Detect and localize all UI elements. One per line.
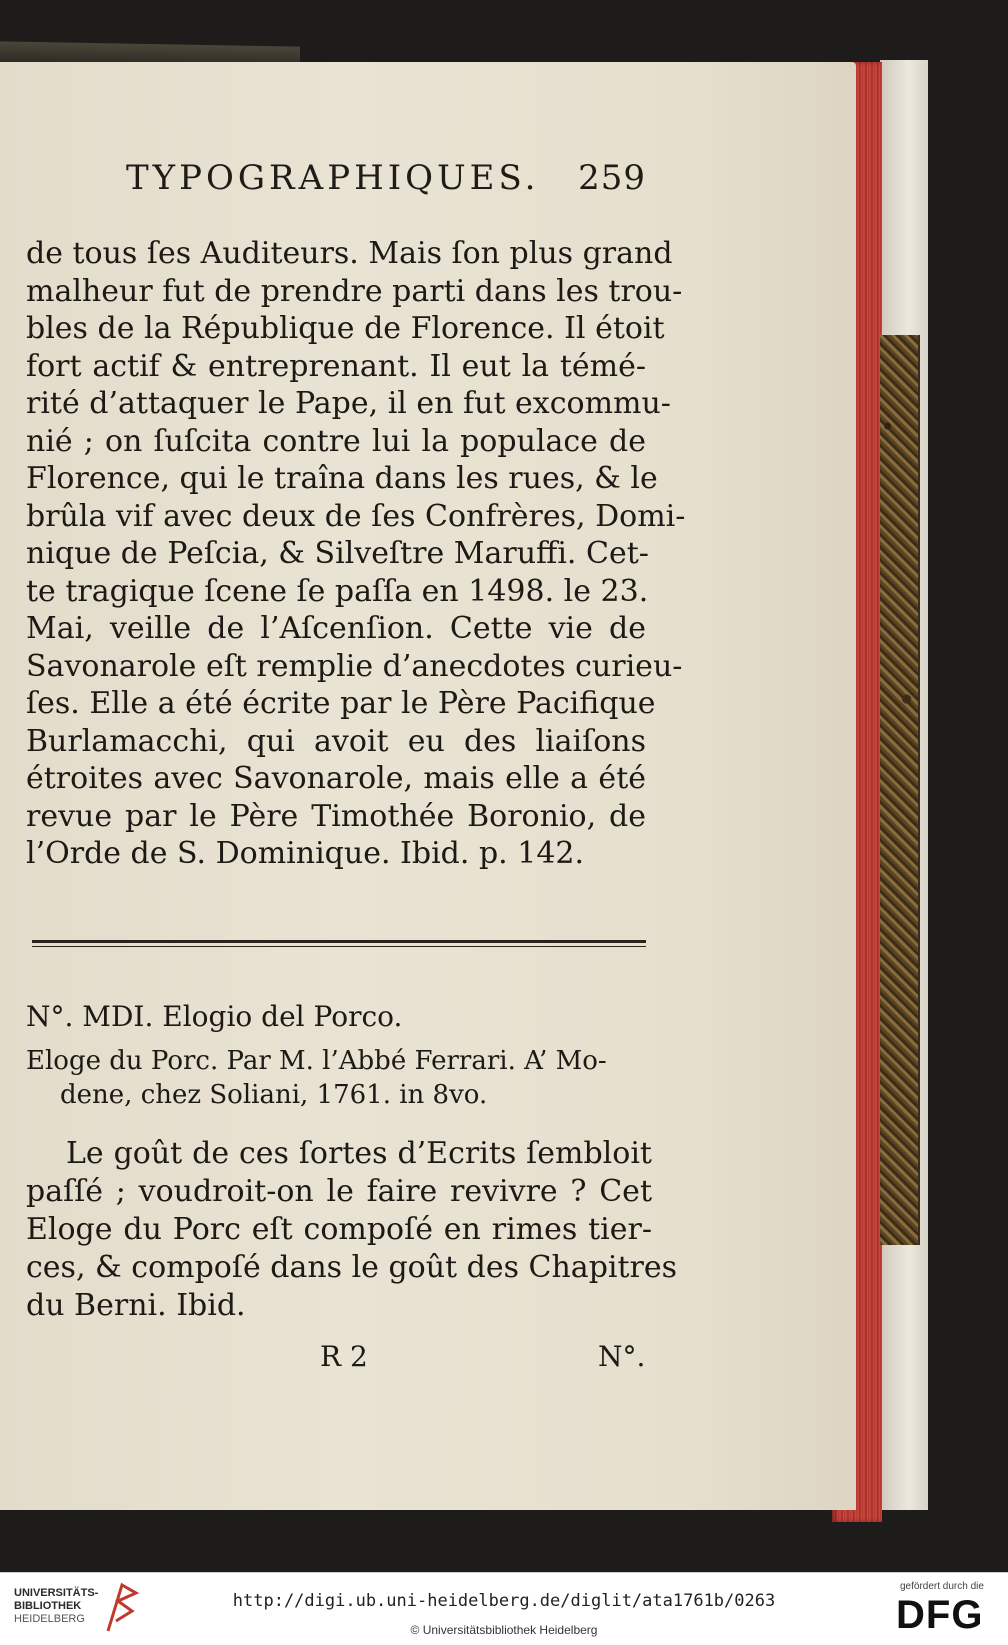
text-line: Le goût de ces ſortes d’Ecrits ſembloit [66, 1136, 652, 1171]
entry-subtitle [26, 1044, 656, 1112]
entry-heading: N°. MDI. Elogio del Porco. [26, 1000, 403, 1033]
marbled-cover [880, 335, 920, 1245]
text-line: brûla vif avec deux de ſes Confrères, Domi- [26, 498, 686, 534]
text-line: Eloge du Porc eſt compoſé en rimes tier- [26, 1212, 652, 1247]
section-rule [32, 940, 646, 943]
permalink-url[interactable]: http://digi.ub.uni-heidelberg.de/diglit/ata1761b/0263 [232, 1591, 776, 1611]
running-head-title: TYPOGRAPHIQUES. [126, 158, 540, 198]
library-name-line3: HEIDELBERG [14, 1613, 85, 1625]
text-line: fort actif & entreprenant. Il eut la témé- [26, 348, 646, 384]
text-line: ces, & compoſé dans le goût des Chapitres [26, 1250, 678, 1285]
text-line: paſſé ; voudroit-on le faire revivre ? Cet [26, 1174, 652, 1209]
text-line: de tous ſes Auditeurs. Mais ſon plus grand [26, 236, 673, 271]
entry-subtitle-line: Eloge du Porc. Par M. l’Abbé Ferrari. A’ Mo- [26, 1046, 607, 1076]
section-rule-thin [32, 946, 646, 947]
text-line: Burlamacchi, qui avoit eu des liaiſons [26, 723, 646, 759]
copyright-notice: © Universitätsbibliothek Heidelberg [410, 1623, 598, 1637]
text-line: te tragique ſcene ſe paſſa en 1498. le 23. [26, 573, 649, 609]
text-line: bles de la République de Florence. Il étoit [26, 311, 665, 346]
catchword: N°. [598, 1340, 646, 1373]
signature-mark: R 2 [320, 1340, 368, 1373]
dfg-logo[interactable]: DFG [896, 1593, 984, 1637]
paragraph-eloge [26, 1135, 678, 1325]
paragraph-savonarole [26, 235, 686, 873]
text-line: l’Orde de S. Dominique. Ibid. p. 142. [26, 836, 585, 871]
text-line: Mai, veille de l’Aſcenſion. Cette vie de [26, 611, 646, 646]
text-line: du Berni. Ibid. [26, 1288, 246, 1323]
page-number: 259 [578, 158, 646, 198]
text-line: Florence, qui le traîna dans les rues, & le [26, 461, 658, 496]
library-name-line1: UNIVERSITÄTS- [14, 1587, 99, 1599]
text-line: nié ; on ſuſcita contre lui la populace de [26, 423, 646, 459]
text-line: malheur fut de prendre parti dans les trou- [26, 273, 683, 309]
text-line: étroites avec Savonarole, mais elle a été [26, 761, 646, 796]
text-line: rité d’attaquer le Pape, il en fut excommu- [26, 386, 671, 421]
running-header [126, 158, 646, 198]
text-line: nique de Peſcia, & Silveſtre Maruffi. Cet- [26, 536, 649, 571]
viewer-footer-bar [0, 1572, 1008, 1645]
text-line: revue par le Père Timothée Boronio, de [26, 798, 646, 834]
library-name-line2: BIBLIOTHEK [14, 1600, 82, 1612]
entry-subtitle-line: dene, chez Soliani, 1761. in 8vo. [60, 1080, 488, 1110]
funder-note: gefördert durch die [900, 1581, 984, 1592]
text-line: Savonarole eſt remplie d’anecdotes curieu- [26, 648, 683, 684]
text-line: ſes. Elle a été écrite par le Père Pacifique [26, 686, 656, 721]
